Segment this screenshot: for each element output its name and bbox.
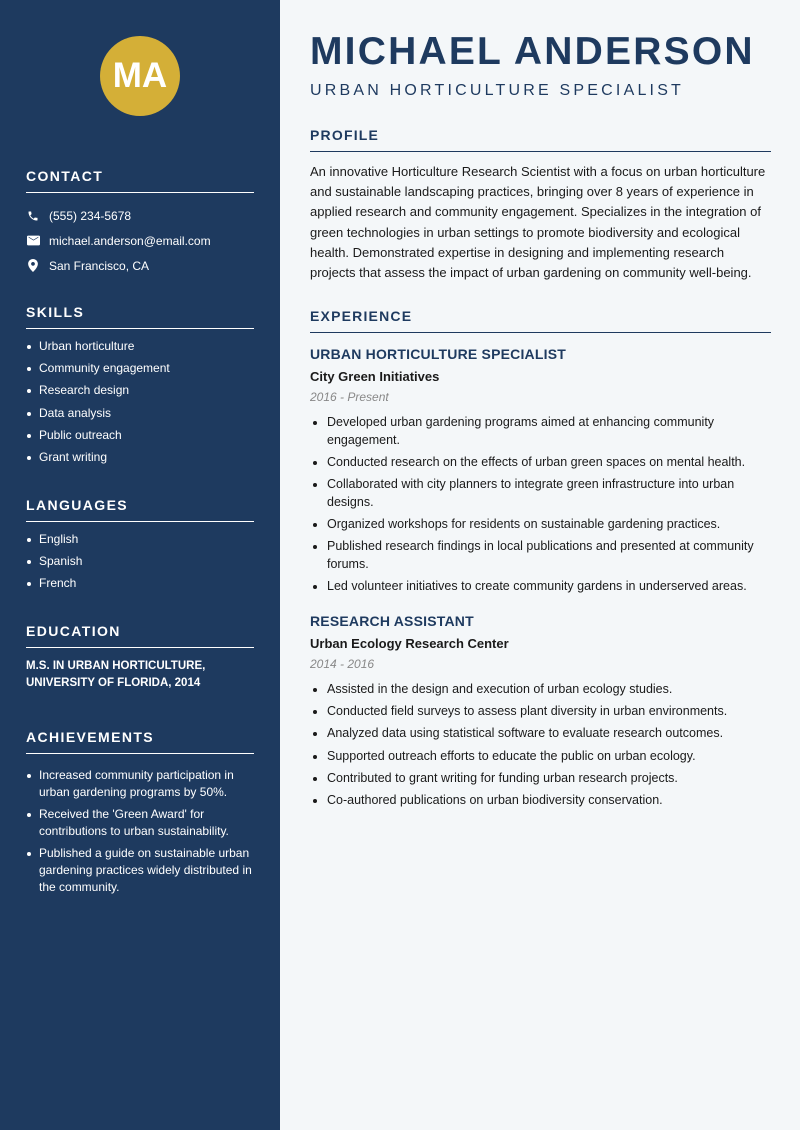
job-title: RESEARCH ASSISTANT	[310, 612, 474, 629]
skills-section	[26, 304, 254, 472]
education-entry: M.S. IN URBAN HORTICULTURE, UNIVERSITY OF FLORIDA, 2014	[26, 660, 206, 689]
profile-section	[310, 127, 771, 283]
job-bullet: Supported outreach efforts to educate the public on urban ecology.	[310, 748, 771, 766]
candidate-title: URBAN HORTICULTURE SPECIALIST	[310, 82, 685, 99]
company-name: City Green Initiatives	[310, 369, 440, 385]
achievements-heading: ACHIEVEMENTS	[26, 729, 254, 754]
education-heading: EDUCATION	[26, 623, 254, 648]
achievement-item: Increased community participation in urban gardening programs by 50%.	[26, 767, 254, 801]
main-content	[280, 0, 800, 1130]
education-section	[26, 623, 254, 692]
job-bullet: Contributed to grant writing for funding urban research projects.	[310, 770, 771, 788]
profile-text: An innovative Horticulture Research Scientist with a focus on urban horticulture and sustainable landscaping practices, bringing over 8 years of experience in applied research and community engagement. Specializes in the integration of green technologies in urban settings to promote biodiversity and ecological health. Demonstrated expertise in designing and implementing research projects that assess the impact of urban gardening on community well-being.	[310, 164, 766, 281]
language-item: Spanish	[26, 554, 254, 569]
skills-list	[26, 339, 254, 465]
job-bullet: Collaborated with city planners to integrate green infrastructure into urban designs.	[310, 476, 771, 511]
experience-heading: EXPERIENCE	[310, 308, 771, 333]
achievement-item: Published a guide on sustainable urban gardening practices widely distributed in the community.	[26, 845, 254, 896]
achievements-list	[26, 767, 254, 896]
job-dates: 2016 - Present	[310, 390, 389, 405]
achievements-section	[26, 729, 254, 901]
profile-heading: PROFILE	[310, 127, 771, 152]
experience-section	[310, 308, 771, 809]
skill-item: Research design	[26, 383, 254, 398]
company-name: Urban Ecology Research Center	[310, 635, 509, 651]
job-bullet: Conducted field surveys to assess plant diversity in urban environments.	[310, 703, 771, 721]
job-bullet: Organized workshops for residents on sustainable gardening practices.	[310, 516, 771, 534]
contact-email	[26, 228, 254, 253]
contact-phone-text[interactable]: (555) 234-5678	[49, 208, 132, 223]
languages-list	[26, 532, 254, 591]
job-bullet: Led volunteer initiatives to create community gardens in underserved areas.	[310, 578, 771, 596]
avatar: MA	[100, 36, 180, 116]
skill-item: Community engagement	[26, 361, 254, 376]
contact-location-text: San Francisco, CA	[49, 258, 150, 273]
job-bullets	[310, 414, 771, 595]
job-bullet: Analyzed data using statistical software to evaluate research outcomes.	[310, 725, 771, 743]
language-item: English	[26, 532, 254, 547]
email-icon	[26, 234, 40, 248]
achievement-item: Received the 'Green Award' for contributions to urban sustainability.	[26, 806, 254, 840]
skills-heading: SKILLS	[26, 304, 254, 329]
job-dates: 2014 - 2016	[310, 656, 375, 671]
skill-item: Public outreach	[26, 428, 254, 443]
skill-item: Grant writing	[26, 450, 254, 465]
contact-email-text[interactable]: michael.anderson@email.com	[49, 233, 211, 248]
contact-location	[26, 253, 254, 278]
contact-phone	[26, 203, 254, 228]
job-bullet: Conducted research on the effects of urban green spaces on mental health.	[310, 454, 771, 472]
contact-section	[26, 168, 254, 278]
skill-item: Urban horticulture	[26, 339, 254, 354]
job-entry	[310, 613, 771, 810]
job-bullet: Developed urban gardening programs aimed at enhancing community engagement.	[310, 414, 771, 449]
candidate-name: MICHAEL ANDERSON	[310, 30, 755, 73]
phone-icon	[26, 209, 40, 223]
job-bullets	[310, 681, 771, 810]
location-pin-icon	[26, 259, 40, 273]
languages-section	[26, 497, 254, 599]
job-bullet: Published research findings in local publications and presented at community forums.	[310, 538, 771, 573]
contact-heading: CONTACT	[26, 168, 254, 193]
skill-item: Data analysis	[26, 406, 254, 421]
job-bullet: Co-authored publications on urban biodiversity conservation.	[310, 792, 771, 810]
language-item: French	[26, 576, 254, 591]
languages-heading: LANGUAGES	[26, 497, 254, 522]
job-bullet: Assisted in the design and execution of urban ecology studies.	[310, 681, 771, 699]
job-title: URBAN HORTICULTURE SPECIALIST	[310, 346, 566, 363]
sidebar	[0, 0, 280, 1130]
job-entry	[310, 346, 771, 595]
